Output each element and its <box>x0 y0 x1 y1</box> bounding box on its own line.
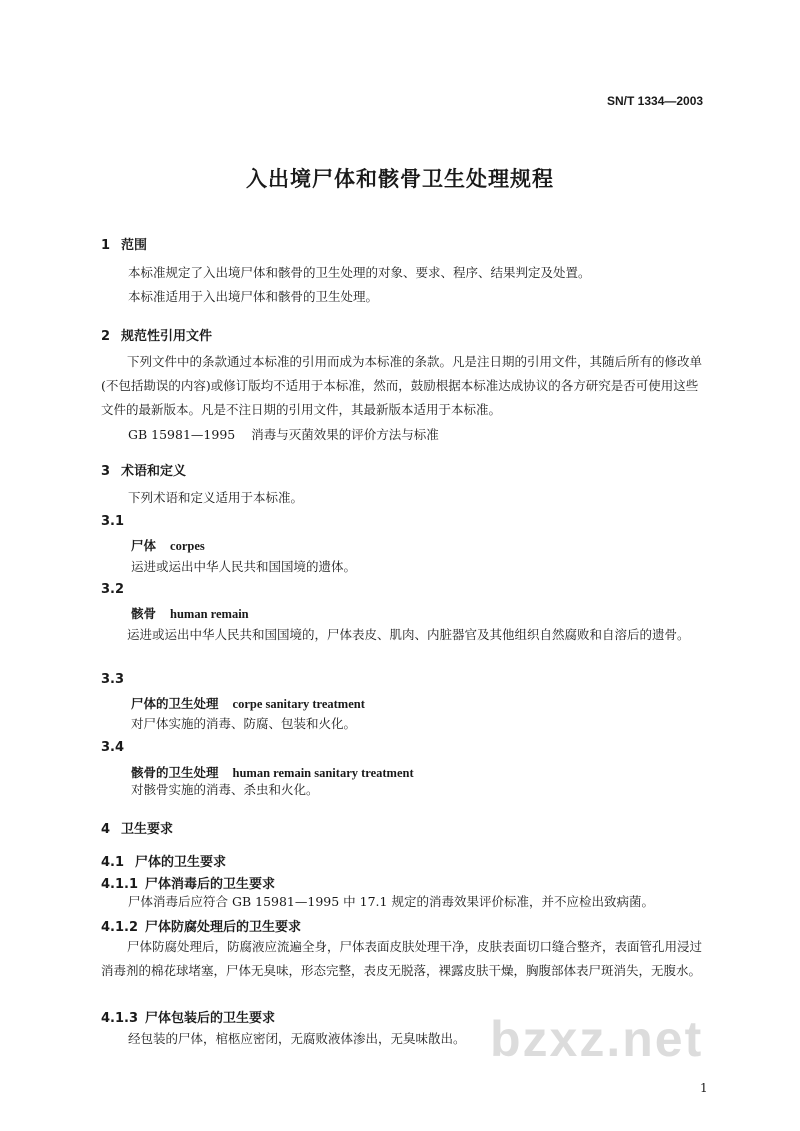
term-entry <box>131 536 205 554</box>
paragraph: 经包装的尸体，棺柩应密闭，无腐败液体渗出，无臭味散出。 <box>128 1031 466 1046</box>
section-2-heading <box>101 325 212 344</box>
subsection-number: 4.1.1 <box>101 877 139 892</box>
term-chinese: 尸体的卫生处理 <box>131 696 219 711</box>
section-title: 卫生要求 <box>121 822 174 837</box>
paragraph: 本标准适用于入出境尸体和骸骨的卫生处理。 <box>128 289 379 304</box>
paragraph: 下列术语和定义适用于本标准。 <box>128 490 304 505</box>
page-number: 1 <box>700 1081 708 1095</box>
subsection-title: 尸体包装后的卫生要求 <box>145 1011 276 1026</box>
term-english: human remain sanitary treatment <box>232 766 414 780</box>
term-definition: 运进或运出中华人民共和国国境的，尸体表皮、肌肉、内脏器官及其他组织自然腐败和自溶后的遗骨。 <box>127 627 690 642</box>
subsection-number: 4.1.3 <box>101 1011 139 1026</box>
term-entry <box>131 694 365 712</box>
subsection-4-1-3-heading <box>101 1007 275 1026</box>
section-title: 术语和定义 <box>121 464 187 479</box>
term-number: 3.2 <box>101 582 125 597</box>
watermark: bzxz.net <box>490 1011 704 1067</box>
reference-title: 消毒与灭菌效果的评价方法与标准 <box>251 427 439 442</box>
term-entry <box>131 604 249 622</box>
subsection-4-1-heading <box>101 851 226 870</box>
section-number: 2 <box>101 329 111 344</box>
paragraph: 本标准规定了入出境尸体和骸骨的卫生处理的对象、要求、程序、结果判定及处置。 <box>128 265 591 280</box>
section-number: 1 <box>101 238 111 253</box>
term-chinese: 尸体 <box>131 538 157 553</box>
section-number: 4 <box>101 822 111 837</box>
section-1-heading <box>101 234 147 253</box>
term-definition: 运进或运出中华人民共和国国境的遗体。 <box>131 559 357 574</box>
paragraph: 下列文件中的条款通过本标准的引用而成为本标准的条款。凡是注日期的引用文件，其随后所有的修改单(不包括勘误的内容)或修订版均不适用于本标准，然而，鼓励根据本标准达成协议的各方研究是否可使用这些文件的最新版本。凡是不注日期的引用文件，其最新版本适用于本标准。 <box>101 354 703 417</box>
subsection-number: 4.1.2 <box>101 920 139 935</box>
section-3-heading <box>101 460 186 479</box>
subsection-title: 尸体的卫生要求 <box>135 855 227 870</box>
term-english: corpe sanitary treatment <box>232 697 365 711</box>
term-english: human remain <box>170 607 249 621</box>
term-chinese: 骸骨的卫生处理 <box>131 765 219 780</box>
term-chinese: 骸骨 <box>131 606 157 621</box>
subsection-number: 4.1 <box>101 855 125 870</box>
section-number: 3 <box>101 464 111 479</box>
standard-number: SN/T 1334—2003 <box>607 94 704 108</box>
section-title: 范围 <box>121 238 148 253</box>
term-definition: 对骸骨实施的消毒、杀虫和火化。 <box>131 782 319 797</box>
paragraph: 尸体防腐处理后，防腐液应流遍全身，尸体表面皮肤处理干净，皮肤表面切口缝合整齐，表面管孔用浸过消毒剂的棉花球堵塞，尸体无臭味，形态完整，表皮无脱落，裸露皮肤干燥，胸腹部体表尸斑消失，无腹水。 <box>101 939 703 978</box>
subsection-title: 尸体防腐处理后的卫生要求 <box>145 920 302 935</box>
section-4-heading <box>101 818 173 837</box>
term-number: 3.4 <box>101 740 125 755</box>
paragraph: 尸体消毒后应符合 GB 15981—1995 中 17.1 规定的消毒效果评价标准，并不应检出致病菌。 <box>128 894 654 909</box>
term-definition: 对尸体实施的消毒、防腐、包装和火化。 <box>131 716 357 731</box>
reference-code: GB 15981—1995 <box>128 427 236 442</box>
section-title: 规范性引用文件 <box>121 329 213 344</box>
term-number: 3.3 <box>101 672 125 687</box>
normative-reference <box>128 423 439 447</box>
subsection-4-1-2-heading <box>101 916 301 935</box>
subsection-title: 尸体消毒后的卫生要求 <box>145 877 276 892</box>
document-title: 入出境尸体和骸骨卫生处理规程 <box>246 167 554 191</box>
term-number: 3.1 <box>101 514 125 529</box>
term-english: corpes <box>170 539 205 553</box>
